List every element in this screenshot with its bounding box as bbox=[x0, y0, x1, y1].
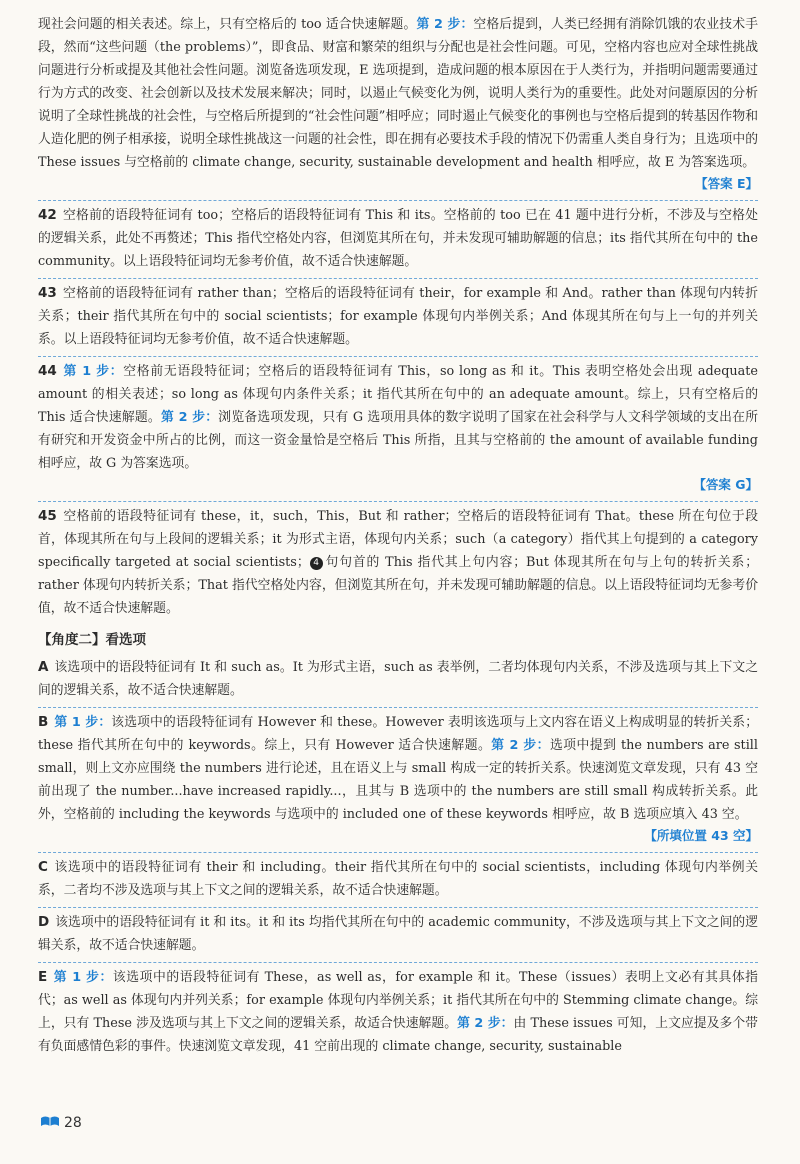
paragraph-text: 空格前的语段特征词有 too；空格后的语段特征词有 This 和 its。空格前的 too 已在 41 题中进行分析，不涉及与空格处的逻辑关系，此处不再赘述；This 指代空格处内容，但浏览其所在句，并未发现可辅助解题的信息；its 指代其所在句中的 the community。以上语段特征词均无参考价值，故不适合快速解题。 bbox=[38, 208, 758, 269]
page-number: 28 bbox=[64, 1114, 82, 1131]
section-heading: 【角度二】看选项 bbox=[38, 632, 146, 648]
question-44 bbox=[38, 357, 758, 502]
option-letter: E bbox=[38, 969, 48, 985]
option-b bbox=[38, 708, 758, 853]
answer-line bbox=[38, 826, 758, 847]
paragraph-text: 选项中提到 the numbers are still small，则上文亦应围绕 the numbers 进行论述，且在语义上与 small 构成一定的转折关系。快速浏览文章发现，只有 43 空前出现了 the number...have increased rapidly...，且其与 B 选项中的 the numbers are still small 构成转折关系。此外，空格前的 including the keywords 与选项中的 included one of these keywords 相呼应，故 B 选项应填入 43 空。 bbox=[38, 738, 758, 822]
step-label: 第 1 步： bbox=[53, 970, 113, 985]
question-43 bbox=[38, 279, 758, 357]
answer-badge: 【答案 E】 bbox=[695, 176, 758, 191]
paragraph-text: 空格前的语段特征词有 rather than；空格后的语段特征词有 their，for example 和 And。rather than 体现句内转折关系；their 指代其所在句中的 social scientists；for example 体现句内举例关系；And 体现其所在句与上一句的并列关系。以上语段特征词均无参考价值，故不适合快速解题。 bbox=[38, 286, 758, 347]
circled-number-icon: 4 bbox=[310, 557, 323, 570]
option-c bbox=[38, 853, 758, 908]
step-label: 第 2 步： bbox=[160, 410, 219, 425]
paragraph-text: 该选项中的语段特征词有 These，as well as，for example 和 it。These（issues）表明上文必有其具体指代；as well as 体现句内并列关系；for example 体现句内举例关系；it 指代其所在句中的 Stemming climate change。综上，只有 These 涉及选项与其上下文之间的逻辑关系，故适合快速解题。 bbox=[38, 970, 758, 1031]
step-label: 第 1 步： bbox=[54, 715, 112, 730]
paragraph-text: 浏览备选项发现，只有 G 选项用具体的数字说明了国家在社会科学与人文科学领域的支出在所有研究和开发资金中所占的比例，而这一资金量恰是空格后 This 所指，且其与空格前的 the amount of available funding 相呼应，故 G 为答案选项。 bbox=[38, 410, 758, 471]
step-label: 第 1 步： bbox=[62, 364, 124, 379]
answer-badge: 【所填位置 43 空】 bbox=[644, 828, 758, 843]
paragraph-text: 现社会问题的相关表述。综上，只有空格后的 too 适合快速解题。 bbox=[38, 17, 417, 32]
paragraph-text: 该选项中的语段特征词有 their 和 including。their 指代其所在句中的 social scientists，including 体现句内举例关系，二者均不涉及选项与其上下文之间的逻辑关系，故不适合快速解题。 bbox=[38, 860, 758, 898]
option-d bbox=[38, 908, 758, 963]
option-letter: D bbox=[38, 914, 50, 930]
content bbox=[38, 10, 758, 1063]
paragraph-text: 空格前无语段特征词；空格后的语段特征词有 This，so long as 和 it。This 表明空格处会出现 adequate amount 的相关表述；so long as 体现句内条件关系；it 指代其所在句中的 an adequate amount。综上，只有空格后的 This 适合快速解题。 bbox=[38, 364, 758, 425]
option-letter: A bbox=[38, 659, 49, 675]
question-42 bbox=[38, 201, 758, 279]
paragraph-text: 句句首的 This 指代其上句内容；But 体现其所在句与上句的转折关系；rather 体现句内转折关系；That 指代空格处内容，但浏览其所在句，并未发现可辅助解题的信息。以上语段特征词均无参考价值，故不适合快速解题。 bbox=[38, 555, 758, 616]
paragraph-text: 空格后提到，人类已经拥有消除饥饿的农业技术手段，然而“这些问题（the problems）”，即食品、财富和繁荣的组织与分配也是社会性问题。可见，空格内容也应对全球性挑战问题进行分析或提及其他社会性问题。浏览备选项发现，E 选项提到，造成问题的根本原因在于人类行为，并指明问题需要通过行为方式的改变、社会创新以及技术发展来解决；同时，以遏止气候变化为例，说明人类行为的重要性。此处对问题原因的分析说明了全球性挑战的社会性，与空格后所提到的“社会性问题”相呼应；同时遏止气候变化的事例也与空格后提到的转基因作物和人造化肥的例子相承接，说明全球性挑战这一问题的社会性，即在拥有必要技术手段的情况下仍需重人类自身行为；且选项中的 These issues 与空格前的 climate change, security, sustainable development and health 相呼应，故 E 为答案选项。 bbox=[38, 17, 758, 170]
page-footer bbox=[40, 1113, 82, 1132]
paragraph-text: 该选项中的语段特征词有 it 和 its。it 和 its 均指代其所在句中的 academic community，不涉及选项与其上下文之间的逻辑关系，故不适合快速解题。 bbox=[38, 915, 758, 953]
question-45 bbox=[38, 502, 758, 625]
paragraph-text: 该选项中的语段特征词有 It 和 such as。It 为形式主语，such as 表举例，二者均体现句内关系，不涉及选项与其上下文之间的逻辑关系，故不适合快速解题。 bbox=[38, 660, 758, 698]
step-label: 第 2 步： bbox=[457, 1016, 514, 1031]
answer-badge: 【答案 G】 bbox=[693, 477, 758, 492]
option-letter: C bbox=[38, 859, 48, 875]
answer-line bbox=[38, 475, 758, 496]
step-label: 第 2 步： bbox=[416, 17, 474, 32]
question-number: 44 bbox=[38, 363, 57, 379]
question-number: 43 bbox=[38, 285, 57, 301]
step-label: 第 2 步： bbox=[491, 738, 550, 753]
block-40-end bbox=[38, 10, 758, 201]
option-a bbox=[38, 653, 758, 708]
option-e bbox=[38, 963, 758, 1063]
paragraph-text: 由 These issues 可知，上文应提及多个带有负面感情色彩的事件。快速浏览文章发现，41 空前出现的 climate change, security, sustainable bbox=[38, 1016, 758, 1054]
question-number: 42 bbox=[38, 207, 57, 223]
paragraph-text: 该选项中的语段特征词有 However 和 these。However 表明该选项与上文内容在语义上构成明显的转折关系；these 指代其所在句中的 keywords。综上，只有 However 适合快速解题。 bbox=[38, 715, 758, 753]
book-icon bbox=[40, 1113, 60, 1132]
option-letter: B bbox=[38, 714, 49, 730]
answer-line bbox=[38, 174, 758, 195]
paragraph-text: 空格前的语段特征词有 these，it，such，This，But 和 rather；空格后的语段特征词有 That。these 所在句位于段首，体现其所在句与上段间的逻辑关系；it 为形式主语，体现句内关系；such（a category）指代其上句提到的 a category specifically targeted at social scientists； bbox=[38, 509, 758, 570]
question-number: 45 bbox=[38, 508, 57, 524]
